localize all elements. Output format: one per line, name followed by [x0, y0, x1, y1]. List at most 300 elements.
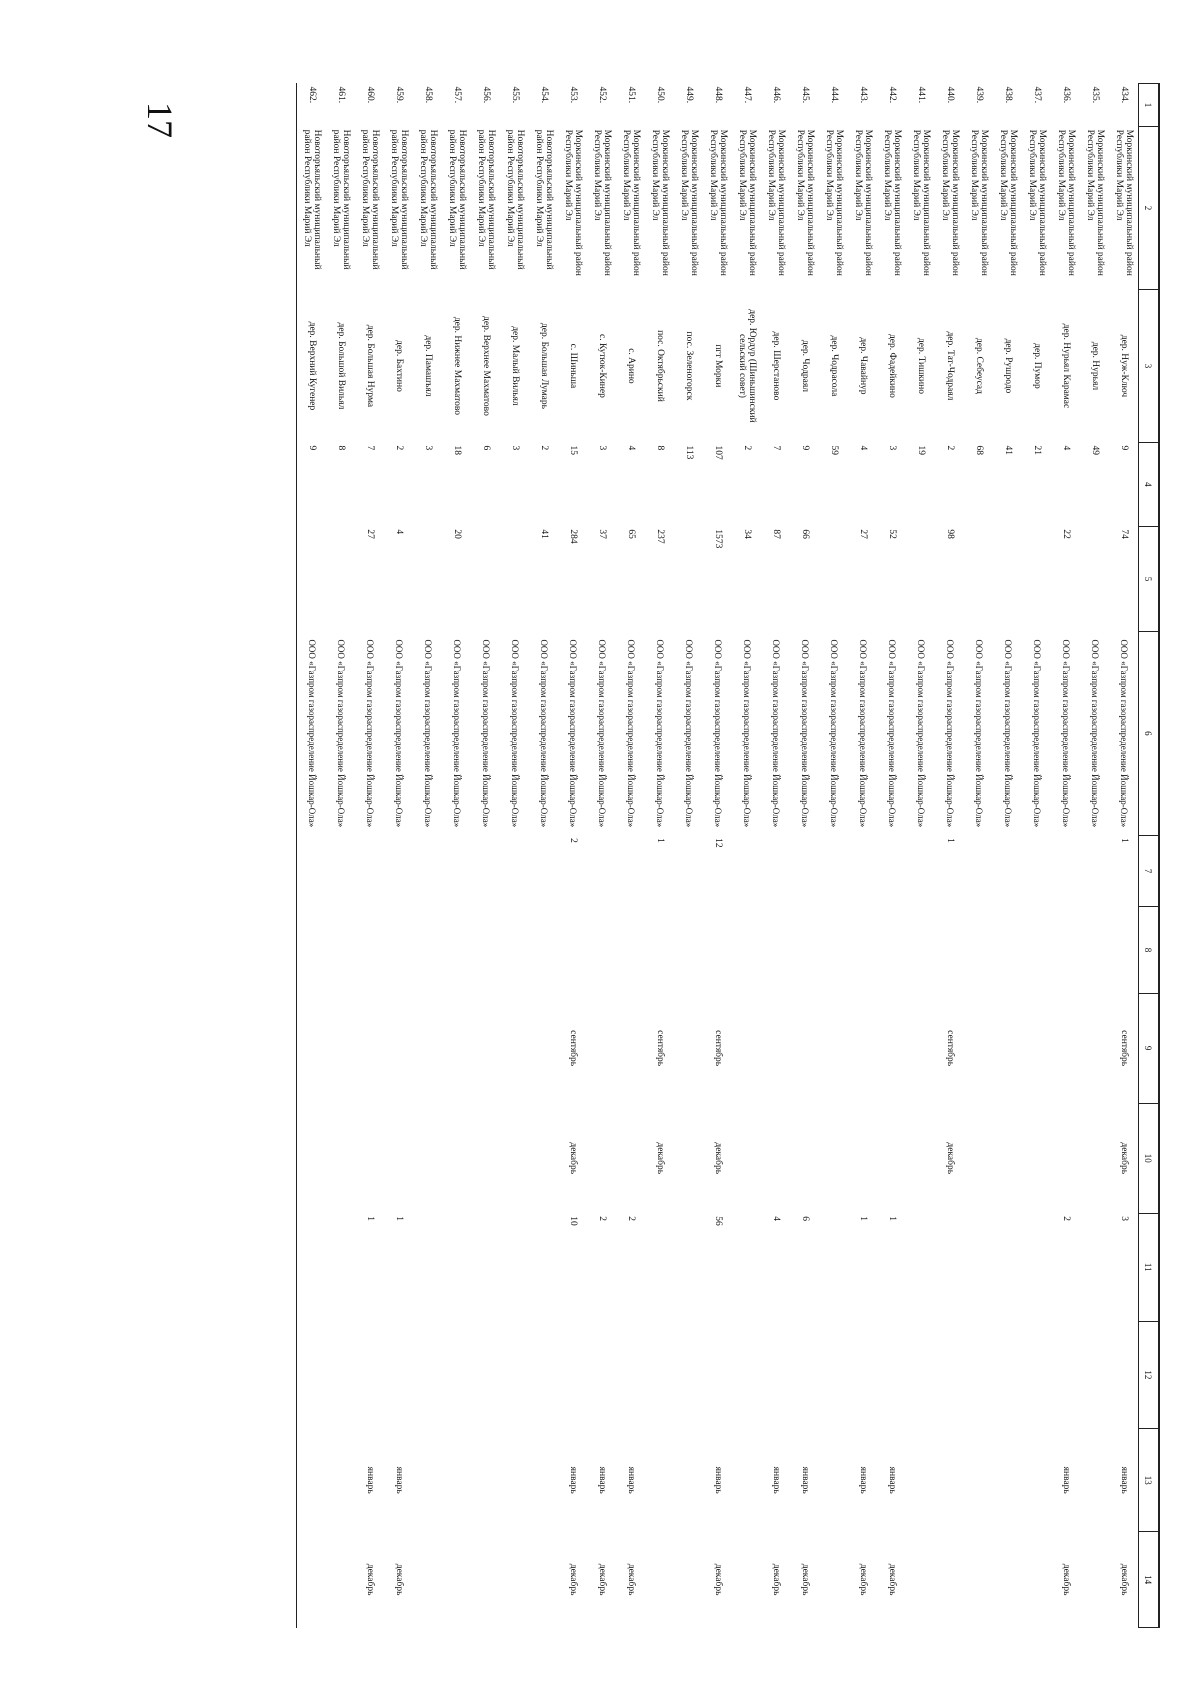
column-13-value — [906, 1429, 935, 1532]
settlement-name: с. Шиньша — [568, 343, 579, 389]
table-row — [355, 84, 384, 1628]
gas-distribution-organization: ООО «Газпром газораспределение Йошкар-Ола» — [626, 639, 637, 828]
gas-distribution-organization: ООО «Газпром газораспределение Йошкар-Ола» — [1090, 639, 1101, 828]
column-14-value — [1080, 1532, 1109, 1628]
column-14-value — [471, 1532, 500, 1628]
column-4-value: 2 — [394, 445, 405, 451]
column-7-value — [761, 835, 790, 907]
column-13-value — [645, 1429, 674, 1532]
column-8-value — [1051, 907, 1080, 993]
column-11-value — [471, 1213, 500, 1321]
column-5-value — [906, 526, 935, 631]
column-10-value — [993, 1103, 1022, 1213]
column-10-value: декабрь — [1119, 1142, 1130, 1175]
column-5-value — [964, 526, 993, 631]
district-name: Моркинский муниципальный район Республики Марий Эл — [650, 129, 671, 276]
table-row — [326, 84, 355, 1628]
column-11-value — [645, 1213, 674, 1321]
column-11-value: 2 — [597, 1216, 608, 1222]
column-11-value — [529, 1213, 558, 1321]
column-13-value: январь — [568, 1466, 579, 1494]
district-name: Моркинский муниципальный район Республики Марий Эл — [824, 129, 845, 276]
column-7-value — [616, 835, 645, 907]
column-12-value — [413, 1321, 442, 1429]
district-name: Новоторъяльский муниципальный район Республики Марий Эл — [302, 129, 323, 270]
gas-distribution-organization: ООО «Газпром газораспределение Йошкар-Ола» — [916, 639, 927, 828]
column-header: 6 — [1139, 632, 1159, 835]
table-row — [1080, 84, 1109, 1628]
settlement-name: дер. Нижнее Махматово — [452, 316, 463, 416]
column-9-value: сентябрь — [945, 1030, 956, 1067]
column-5-value — [819, 526, 848, 631]
column-7-value — [442, 835, 471, 907]
column-header: 2 — [1139, 127, 1159, 290]
column-9-value — [1022, 993, 1051, 1103]
column-4-value: 15 — [568, 445, 579, 456]
table-row — [587, 84, 616, 1628]
column-5-value: 1573 — [713, 529, 724, 549]
column-14-value — [326, 1532, 355, 1628]
column-7-value — [297, 835, 326, 907]
district-name: Моркинский муниципальный район Республики Марий Эл — [911, 129, 932, 276]
column-9-value — [326, 993, 355, 1103]
column-9-value — [674, 993, 703, 1103]
gas-distribution-organization: ООО «Газпром газораспределение Йошкар-Ола» — [539, 639, 550, 828]
column-11-value — [906, 1213, 935, 1321]
column-7-value: 12 — [713, 838, 724, 848]
column-14-value — [993, 1532, 1022, 1628]
column-11-value: 1 — [887, 1216, 898, 1222]
row-number: 436. — [1061, 86, 1072, 104]
column-10-value — [1080, 1103, 1109, 1213]
column-7-value — [1022, 835, 1051, 907]
column-9-value — [471, 993, 500, 1103]
column-9-value — [1080, 993, 1109, 1103]
gas-distribution-organization: ООО «Газпром газораспределение Йошкар-Ола» — [829, 639, 840, 828]
settlement-name: дер. Бахтино — [394, 340, 405, 392]
column-8-value — [558, 907, 587, 993]
column-13-value: январь — [800, 1466, 811, 1494]
column-11-value — [413, 1213, 442, 1321]
column-12-value — [500, 1321, 529, 1429]
column-11-value — [732, 1213, 761, 1321]
column-13-value: январь — [626, 1466, 637, 1494]
row-number: 460. — [365, 86, 376, 104]
table-row — [674, 84, 703, 1628]
column-5-value: 20 — [452, 529, 463, 539]
settlement-name: пос. Октябрьский — [655, 330, 666, 402]
settlement-name: дер. Большая Нурма — [365, 324, 376, 408]
column-13-value: январь — [887, 1466, 898, 1494]
row-number: 435. — [1090, 86, 1101, 104]
column-13-value: январь — [394, 1466, 405, 1494]
column-14-value — [935, 1532, 964, 1628]
column-7-value: 1 — [1119, 838, 1130, 843]
column-14-value: декабрь — [568, 1563, 579, 1596]
column-10-value — [848, 1103, 877, 1213]
row-number: 458. — [423, 86, 434, 104]
column-8-value — [384, 907, 413, 993]
column-5-value — [674, 526, 703, 631]
column-10-value — [471, 1103, 500, 1213]
column-14-value — [819, 1532, 848, 1628]
gasification-schedule-table — [297, 83, 1159, 1628]
column-header: 14 — [1139, 1532, 1159, 1628]
column-7-value — [848, 835, 877, 907]
column-10-value — [674, 1103, 703, 1213]
column-11-value: 1 — [365, 1216, 376, 1222]
column-14-value — [297, 1532, 326, 1628]
column-9-value: сентябрь — [568, 1030, 579, 1067]
column-7-value — [819, 835, 848, 907]
district-name: Моркинский муниципальный район Республики Марий Эл — [621, 129, 642, 276]
column-4-value: 9 — [1119, 445, 1130, 451]
column-7-value — [674, 835, 703, 907]
settlement-name: дер. Нурьял — [1090, 341, 1101, 391]
table-row — [993, 84, 1022, 1628]
column-8-value — [906, 907, 935, 993]
district-name: Новоторъяльский муниципальный район Республики Марий Эл — [389, 129, 410, 270]
table-row — [558, 84, 587, 1628]
column-12-value — [790, 1321, 819, 1429]
district-name: Моркинский муниципальный район Республики Марий Эл — [737, 129, 758, 276]
column-4-value: 49 — [1090, 445, 1101, 456]
district-name: Новоторъяльский муниципальный район Республики Марий Эл — [360, 129, 381, 270]
column-8-value — [413, 907, 442, 993]
column-9-value — [877, 993, 906, 1103]
column-9-value — [848, 993, 877, 1103]
column-10-value — [1022, 1103, 1051, 1213]
gas-distribution-organization: ООО «Газпром газораспределение Йошкар-Ола» — [1032, 639, 1043, 828]
column-14-value — [1022, 1532, 1051, 1628]
column-12-value — [1109, 1321, 1139, 1429]
column-13-value — [732, 1429, 761, 1532]
settlement-name: дер. Рушродо — [1003, 338, 1014, 394]
column-13-value — [442, 1429, 471, 1532]
column-header: 13 — [1139, 1429, 1159, 1532]
column-5-value — [326, 526, 355, 631]
table-row — [790, 84, 819, 1628]
table-body — [297, 84, 1139, 1628]
column-10-value — [529, 1103, 558, 1213]
page-number: 17 — [140, 102, 180, 138]
column-4-value: 8 — [336, 445, 347, 451]
column-11-value — [674, 1213, 703, 1321]
table-row — [761, 84, 790, 1628]
table-row — [413, 84, 442, 1628]
row-number: 461. — [336, 86, 347, 104]
gas-distribution-organization: ООО «Газпром газораспределение Йошкар-Ола» — [307, 639, 318, 828]
column-7-value — [413, 835, 442, 907]
column-13-value — [529, 1429, 558, 1532]
district-name: Моркинский муниципальный район Республики Марий Эл — [1056, 129, 1077, 276]
column-10-value — [790, 1103, 819, 1213]
column-14-value: декабрь — [713, 1563, 724, 1596]
gas-distribution-organization: ООО «Газпром газораспределение Йошкар-Ола» — [423, 639, 434, 828]
gas-distribution-organization: ООО «Газпром газораспределение Йошкар-Ола» — [945, 639, 956, 828]
column-13-value — [413, 1429, 442, 1532]
district-name: Новоторъяльский муниципальный район Республики Марий Эл — [476, 129, 497, 270]
column-5-value: 34 — [742, 529, 753, 539]
column-9-value — [297, 993, 326, 1103]
column-7-value — [500, 835, 529, 907]
column-7-value — [355, 835, 384, 907]
row-number: 442. — [887, 86, 898, 104]
column-8-value — [732, 907, 761, 993]
column-12-value — [529, 1321, 558, 1429]
column-10-value — [1051, 1103, 1080, 1213]
column-5-value: 237 — [655, 529, 666, 544]
column-9-value: сентябрь — [655, 1030, 666, 1067]
table-row — [442, 84, 471, 1628]
column-13-value — [935, 1429, 964, 1532]
column-4-value: 4 — [626, 445, 637, 451]
column-14-value: декабрь — [1119, 1563, 1130, 1596]
gas-distribution-organization: ООО «Газпром газораспределение Йошкар-Ола» — [597, 639, 608, 828]
column-7-value — [993, 835, 1022, 907]
column-7-value — [326, 835, 355, 907]
column-13-value — [297, 1429, 326, 1532]
column-8-value — [587, 907, 616, 993]
gas-distribution-organization: ООО «Газпром газораспределение Йошкар-Ола» — [568, 639, 579, 828]
gas-distribution-organization: ООО «Газпром газораспределение Йошкар-Ола» — [858, 639, 869, 828]
column-14-value — [645, 1532, 674, 1628]
column-4-value: 18 — [452, 445, 463, 456]
column-13-value: январь — [1061, 1466, 1072, 1494]
column-14-value — [964, 1532, 993, 1628]
column-4-value: 4 — [858, 445, 869, 451]
column-4-value: 3 — [597, 445, 608, 451]
column-5-value: 4 — [394, 529, 405, 535]
column-14-value — [906, 1532, 935, 1628]
column-8-value — [790, 907, 819, 993]
column-5-value — [471, 526, 500, 631]
column-12-value — [1080, 1321, 1109, 1429]
column-4-value: 9 — [307, 445, 318, 451]
gas-distribution-organization: ООО «Газпром газораспределение Йошкар-Ола» — [452, 639, 463, 828]
table-row — [1051, 84, 1080, 1628]
column-4-value: 2 — [945, 445, 956, 451]
column-11-value: 6 — [800, 1216, 811, 1222]
column-7-value — [906, 835, 935, 907]
column-12-value — [355, 1321, 384, 1429]
column-5-value: 66 — [800, 529, 811, 539]
table-row — [645, 84, 674, 1628]
column-4-value: 19 — [916, 445, 927, 456]
settlement-name: дер. Пумор — [1032, 343, 1043, 389]
table-row — [1109, 84, 1139, 1628]
column-8-value — [877, 907, 906, 993]
column-10-value: декабрь — [945, 1142, 956, 1175]
column-12-value — [732, 1321, 761, 1429]
settlement-name: дер. Тат-Чодраял — [945, 331, 956, 401]
column-8-value — [674, 907, 703, 993]
column-10-value — [819, 1103, 848, 1213]
column-5-value: 27 — [858, 529, 869, 539]
settlement-name: дер. Тишкино — [916, 337, 927, 394]
row-number: 440. — [945, 86, 956, 104]
gas-distribution-organization: ООО «Газпром газораспределение Йошкар-Ола» — [742, 639, 753, 828]
column-7-value — [877, 835, 906, 907]
row-number: 447. — [742, 86, 753, 104]
column-14-value: декабрь — [1061, 1563, 1072, 1596]
column-9-value — [906, 993, 935, 1103]
column-12-value — [297, 1321, 326, 1429]
column-10-value: декабрь — [655, 1142, 666, 1175]
column-13-value: январь — [713, 1466, 724, 1494]
column-7-value — [529, 835, 558, 907]
row-number: 457. — [452, 86, 463, 104]
column-12-value — [326, 1321, 355, 1429]
column-11-value — [819, 1213, 848, 1321]
district-name: Моркинский муниципальный район Республики Марий Эл — [679, 129, 700, 276]
column-8-value — [1109, 907, 1139, 993]
column-8-value — [616, 907, 645, 993]
column-10-value — [384, 1103, 413, 1213]
district-name: Моркинский муниципальный район Республики Марий Эл — [853, 129, 874, 276]
district-name: Новоторъяльский муниципальный район Республики Марий Эл — [505, 129, 526, 270]
column-4-value: 9 — [800, 445, 811, 451]
column-4-value: 59 — [829, 445, 840, 456]
column-13-value: январь — [858, 1466, 869, 1494]
column-5-value — [1022, 526, 1051, 631]
settlement-name: дер. Чодраял — [800, 339, 811, 392]
column-4-value: 21 — [1032, 445, 1043, 456]
column-5-value — [297, 526, 326, 631]
column-8-value — [819, 907, 848, 993]
column-12-value — [993, 1321, 1022, 1429]
column-11-value — [442, 1213, 471, 1321]
gas-distribution-organization: ООО «Газпром газораспределение Йошкар-Ола» — [1119, 639, 1130, 828]
column-9-value: сентябрь — [713, 1030, 724, 1067]
column-10-value — [297, 1103, 326, 1213]
column-8-value — [993, 907, 1022, 993]
column-5-value: 65 — [626, 529, 637, 539]
column-4-value: 2 — [742, 445, 753, 451]
column-header: 9 — [1139, 993, 1159, 1103]
district-name: Моркинский муниципальный район Республики Марий Эл — [940, 129, 961, 276]
settlement-name: дер. Чодрасола — [829, 335, 840, 397]
column-9-value — [355, 993, 384, 1103]
column-5-value: 98 — [945, 529, 956, 539]
column-header: 12 — [1139, 1321, 1159, 1429]
column-12-value — [964, 1321, 993, 1429]
column-4-value: 7 — [365, 445, 376, 451]
row-number: 452. — [597, 86, 608, 104]
column-12-value — [935, 1321, 964, 1429]
column-9-value — [442, 993, 471, 1103]
column-5-value: 22 — [1061, 529, 1072, 539]
gas-distribution-organization: ООО «Газпром газораспределение Йошкар-Ола» — [394, 639, 405, 828]
column-8-value — [1022, 907, 1051, 993]
column-10-value — [877, 1103, 906, 1213]
column-14-value — [732, 1532, 761, 1628]
column-10-value: декабрь — [568, 1142, 579, 1175]
table-row — [819, 84, 848, 1628]
settlement-name: с. Арино — [626, 348, 637, 384]
column-11-value: 10 — [568, 1216, 579, 1226]
column-11-value — [326, 1213, 355, 1321]
row-number: 462. — [307, 86, 318, 104]
column-9-value — [500, 993, 529, 1103]
column-13-value — [471, 1429, 500, 1532]
column-9-value — [761, 993, 790, 1103]
rotated-table-container — [190, 83, 1160, 1628]
settlement-name: пгт Морки — [713, 344, 724, 388]
row-number: 438. — [1003, 86, 1014, 104]
column-7-value: 1 — [655, 838, 666, 843]
column-4-value: 6 — [481, 445, 492, 451]
column-14-value: декабрь — [365, 1563, 376, 1596]
settlement-name: дер. Нурьял Карамас — [1061, 323, 1072, 409]
row-number: 434. — [1119, 86, 1130, 104]
column-4-value: 41 — [1003, 445, 1014, 456]
column-12-value — [558, 1321, 587, 1429]
column-14-value — [442, 1532, 471, 1628]
column-11-value: 2 — [626, 1216, 637, 1222]
column-9-value — [616, 993, 645, 1103]
column-5-value: 27 — [365, 529, 376, 539]
column-8-value — [645, 907, 674, 993]
column-12-value — [674, 1321, 703, 1429]
column-8-value — [355, 907, 384, 993]
gas-distribution-organization: ООО «Газпром газораспределение Йошкар-Ола» — [510, 639, 521, 828]
column-12-value — [442, 1321, 471, 1429]
column-10-value — [587, 1103, 616, 1213]
column-14-value: декабрь — [394, 1563, 405, 1596]
column-10-value — [732, 1103, 761, 1213]
table-row — [384, 84, 413, 1628]
column-13-value — [674, 1429, 703, 1532]
row-number: 441. — [916, 86, 927, 104]
column-4-value: 7 — [771, 445, 782, 451]
column-4-value: 107 — [713, 445, 724, 460]
column-11-value — [935, 1213, 964, 1321]
column-8-value — [964, 907, 993, 993]
column-5-value: 52 — [887, 529, 898, 539]
column-11-value — [297, 1213, 326, 1321]
column-10-value — [355, 1103, 384, 1213]
column-9-value — [819, 993, 848, 1103]
row-number: 445. — [800, 86, 811, 104]
column-5-value: 284 — [568, 529, 579, 544]
settlement-name: пос. Зеленогорск — [684, 331, 695, 401]
column-header: 8 — [1139, 907, 1159, 993]
district-name: Моркинский муниципальный район Республики Марий Эл — [969, 129, 990, 276]
column-8-value — [471, 907, 500, 993]
column-9-value — [790, 993, 819, 1103]
settlement-name: дер. Большой Вильял — [336, 322, 347, 410]
column-4-value: 3 — [423, 445, 434, 451]
column-4-value: 113 — [684, 445, 695, 460]
column-12-value — [645, 1321, 674, 1429]
column-header: 5 — [1139, 526, 1159, 631]
district-name: Моркинский муниципальный район Республики Марий Эл — [563, 129, 584, 276]
table-frame — [296, 83, 1160, 1628]
column-9-value — [587, 993, 616, 1103]
column-11-value: 4 — [771, 1216, 782, 1222]
gas-distribution-organization: ООО «Газпром газораспределение Йошкар-Ола» — [1061, 639, 1072, 828]
district-name: Моркинский муниципальный район Республики Марий Эл — [998, 129, 1019, 276]
column-14-value: декабрь — [800, 1563, 811, 1596]
settlement-name: дер. Памашъял — [423, 335, 434, 397]
column-12-value — [761, 1321, 790, 1429]
district-name: Моркинский муниципальный район Республики Марий Эл — [1114, 129, 1135, 276]
column-10-value — [500, 1103, 529, 1213]
column-5-value — [1080, 526, 1109, 631]
column-14-value: декабрь — [626, 1563, 637, 1596]
column-header: 7 — [1139, 835, 1159, 907]
